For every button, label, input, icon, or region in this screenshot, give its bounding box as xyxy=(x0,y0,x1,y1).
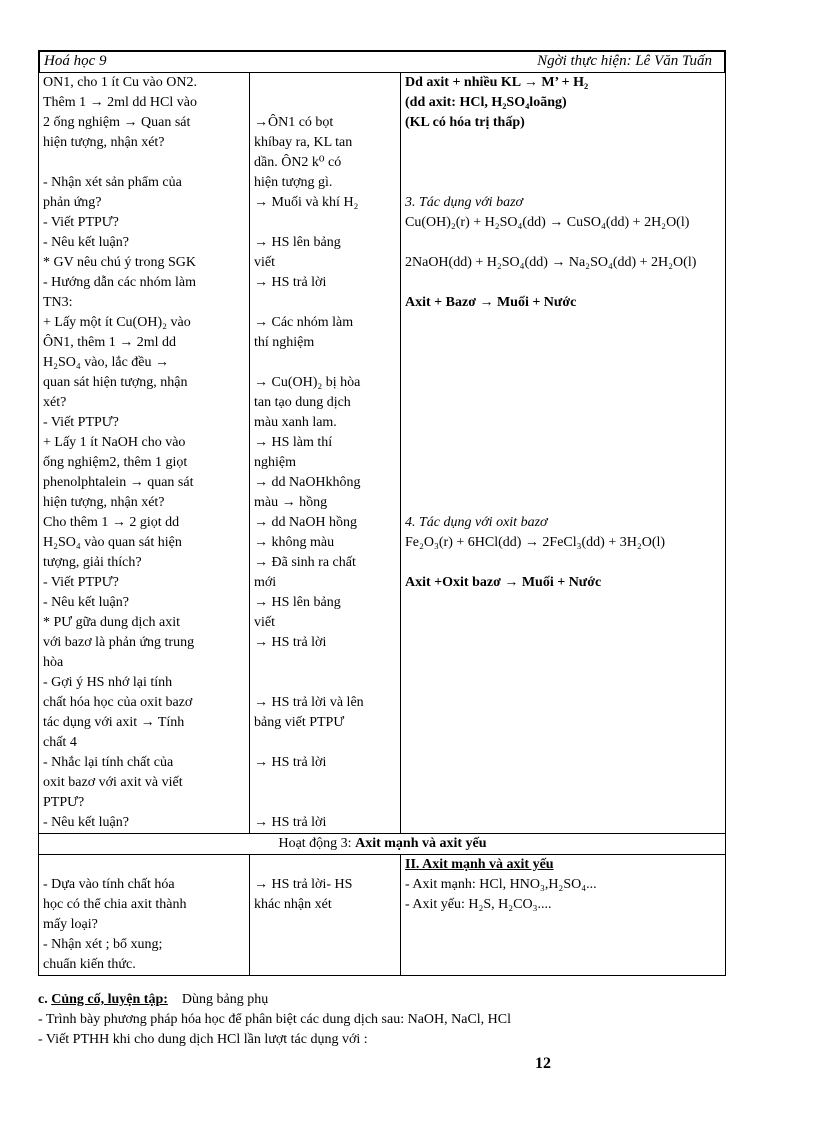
text-line: - Nhắc lại tính chất của xyxy=(43,755,174,770)
heading-basic-oxide: 4. Tác dụng với oxit bazơ xyxy=(405,515,548,530)
teacher-lines xyxy=(43,73,246,833)
text-line: - Dựa vào tính chất hóa xyxy=(43,877,175,892)
text-line: - Nêu kết luận? xyxy=(43,595,129,610)
text-line: chuẩn kiến thức. xyxy=(43,957,136,972)
equation-fe2o3: Fe₂O₃(r) + 6HCl(dd) → 2FeCl₃(dd) + 3H₂O(l) xyxy=(405,535,666,550)
text-line: + Lấy 1 ít NaOH cho vào xyxy=(43,435,186,450)
activity-title: Axit mạnh và axit yếu xyxy=(355,836,487,851)
heading-base: 3. Tác dụng với bazơ xyxy=(405,195,523,210)
text-line: oxit bazơ với axit và viết xyxy=(43,775,183,790)
text-line: Thêm 1 → 2ml dd HCl vào xyxy=(43,95,197,110)
text-line: → không màu xyxy=(254,535,335,550)
teacher-activity-cell xyxy=(39,855,250,976)
text-line xyxy=(43,153,246,173)
text-line: H₂SO₄ vào, lắc đều → xyxy=(43,355,170,370)
practice-label: Củng cố, luyện tập: xyxy=(51,992,168,1007)
text-line: dần. ÔN2 k⁰ có xyxy=(254,155,342,170)
text-line: → HS trả lời xyxy=(254,815,327,830)
text-line: - Nhận xét ; bổ xung; xyxy=(43,937,163,952)
text-line: - Nhận xét sản phẩm của xyxy=(43,175,182,190)
text-line: - Nêu kết luận? xyxy=(43,235,129,250)
text-line: →ÔN1 có bọt xyxy=(254,115,334,130)
practice-item: - Trình bày phương pháp hóa học để phân biệt các dung dịch sau: NaOH, NaCl, HCl xyxy=(38,1012,512,1027)
text-line: tượng, giải thích? xyxy=(43,555,142,570)
text-line: TN3: xyxy=(43,295,73,310)
text-line: màu xanh lam. xyxy=(254,415,337,430)
content-cell xyxy=(401,73,726,834)
text-line: - Nêu kết luận? xyxy=(43,815,129,830)
text-line: - Viết PTPƯ? xyxy=(43,215,119,230)
student-activity-cell xyxy=(250,855,401,976)
rule-metal-acids: (dd axit: HCl, H₂SO₄loãng) xyxy=(405,95,567,110)
student-activity-cell xyxy=(250,73,401,834)
text-line xyxy=(254,855,397,875)
text-line: PTPƯ? xyxy=(43,795,85,810)
student-lines-2 xyxy=(254,855,397,915)
practice-heading xyxy=(38,990,738,1010)
text-line xyxy=(254,213,397,233)
text-line: H₂SO₄ vào quan sát hiện xyxy=(43,535,182,550)
text-line: → Cu(OH)₂ bị hòa xyxy=(254,375,361,390)
practice-prefix: c. xyxy=(38,992,52,1007)
text-line xyxy=(254,653,397,673)
text-line: viết xyxy=(254,255,275,270)
text-line: → HS trả lời xyxy=(254,635,327,650)
teacher-activity-cell xyxy=(39,73,250,834)
student-lines xyxy=(254,73,397,833)
text-line: → HS lên bảng xyxy=(254,235,341,250)
text-line xyxy=(254,353,397,373)
table-row xyxy=(39,855,726,976)
text-line: * GV nêu chú ý trong SGK xyxy=(43,255,196,270)
equation-naoh: 2NaOH(dd) + H₂SO₄(dd) → Na₂SO₄(dd) + 2H₂O(l) xyxy=(405,255,697,270)
page-number: 12 xyxy=(535,1055,551,1072)
text-line: ống nghiệm2, thêm 1 giọt xyxy=(43,455,188,470)
text-line: phenolphtalein → quan sát xyxy=(43,475,194,490)
text-line: mấy loại? xyxy=(43,917,98,932)
text-line: + Lấy một ít Cu(OH)₂ vào xyxy=(43,315,191,330)
text-line: quan sát hiện tượng, nhận xyxy=(43,375,188,390)
text-line: - Viết PTPƯ? xyxy=(43,415,119,430)
rule-basic-oxide: Axit +Oxit bazơ → Muối + Nước xyxy=(405,575,602,590)
text-line xyxy=(254,293,397,313)
text-line xyxy=(254,673,397,693)
text-line: → dd NaOHkhông xyxy=(254,475,361,490)
text-line: hiện tượng gì. xyxy=(254,175,333,190)
text-line xyxy=(254,773,397,793)
teacher-lines-2 xyxy=(43,855,246,975)
text-line: viết xyxy=(254,615,275,630)
text-line: khíbay ra, KL tan xyxy=(254,135,353,150)
rule-metal: Dd axit + nhiều KL → M’ + H₂ xyxy=(405,75,589,90)
text-line: → Đã sinh ra chất xyxy=(254,555,356,570)
page-header xyxy=(38,50,726,72)
text-line: chất 4 xyxy=(43,735,77,750)
text-line: 2 ống nghiệm → Quan sát xyxy=(43,115,191,130)
text-line: ÔN1, thêm 1 → 2ml dd xyxy=(43,335,176,350)
text-line: ON1, cho 1 ít Cu vào ON2. xyxy=(43,75,197,90)
text-line: → dd NaOH hồng xyxy=(254,515,358,530)
text-line xyxy=(254,73,397,93)
text-line: thí nghiệm xyxy=(254,335,315,350)
table-row xyxy=(39,73,726,834)
lesson-page xyxy=(38,50,726,976)
subject-label: Hoá học 9 xyxy=(44,53,107,69)
text-line: mới xyxy=(254,575,277,590)
activity-heading xyxy=(39,834,726,855)
text-line: → HS lên bảng xyxy=(254,595,341,610)
activity-row xyxy=(39,834,726,855)
equation-cuoh2: Cu(OH)₂(r) + H₂SO₄(dd) → CuSO₄(dd) + 2H₂O(l) xyxy=(405,215,690,230)
text-line: nghiệm xyxy=(254,455,296,470)
text-line: xét? xyxy=(43,395,67,410)
text-line: bảng viết PTPƯ xyxy=(254,715,345,730)
practice-value: Dùng bảng phụ xyxy=(181,992,269,1007)
text-line: - Gợi ý HS nhớ lại tính xyxy=(43,675,173,690)
author-label: Ngời thực hiện: Lê Văn Tuấn xyxy=(537,53,712,69)
strong-acids: - Axit mạnh: HCl, HNO₃,H₂SO₄... xyxy=(405,877,597,892)
practice-section xyxy=(38,990,738,1050)
text-line: hòa xyxy=(43,655,64,670)
text-line xyxy=(254,793,397,813)
text-line xyxy=(43,855,246,875)
text-line: phản ứng? xyxy=(43,195,102,210)
text-line xyxy=(254,733,397,753)
text-line: Cho thêm 1 → 2 giọt dd xyxy=(43,515,180,530)
text-line: chất hóa học của oxit bazơ xyxy=(43,695,193,710)
lesson-table xyxy=(38,72,726,976)
text-line: tan tạo dung dịch xyxy=(254,395,351,410)
text-line: → HS trả lời xyxy=(254,275,327,290)
practice-item: - Viết PTHH khi cho dung dịch HCl lần lượt tác dụng với : xyxy=(38,1032,368,1047)
text-line: màu → hồng xyxy=(254,495,328,510)
text-line: hiện tượng, nhận xét? xyxy=(43,135,165,150)
text-line: hiện tượng, nhận xét? xyxy=(43,495,165,510)
text-line: - Viết PTPƯ? xyxy=(43,575,119,590)
text-line: * PƯ gữa dung dịch axit xyxy=(43,615,181,630)
text-line: khác nhận xét xyxy=(254,897,332,912)
text-line: → HS trả lời xyxy=(254,755,327,770)
text-line: → HS trả lời và lên xyxy=(254,695,364,710)
weak-acids: - Axit yếu: H₂S, H₂CO₃.... xyxy=(405,897,552,912)
text-line: → Muối và khí H₂ xyxy=(254,195,359,210)
heading-strong-weak: II. Axit mạnh và axit yếu xyxy=(405,857,554,872)
text-line: tác dụng với axit → Tính xyxy=(43,715,185,730)
activity-prefix: Hoạt động 3: xyxy=(278,836,356,851)
text-line: → HS trả lời- HS xyxy=(254,877,353,892)
text-line: → Các nhóm làm xyxy=(254,315,354,330)
text-line: học có thể chia axit thành xyxy=(43,897,187,912)
text-line xyxy=(254,93,397,113)
rule-base: Axit + Bazơ → Muối + Nước xyxy=(405,295,577,310)
text-line: - Hướng dẫn các nhóm làm xyxy=(43,275,197,290)
text-line: → HS làm thí xyxy=(254,435,333,450)
content-cell xyxy=(401,855,726,976)
rule-metal-note: (KL có hóa trị thấp) xyxy=(405,115,525,130)
text-line: với bazơ là phản ứng trung xyxy=(43,635,195,650)
